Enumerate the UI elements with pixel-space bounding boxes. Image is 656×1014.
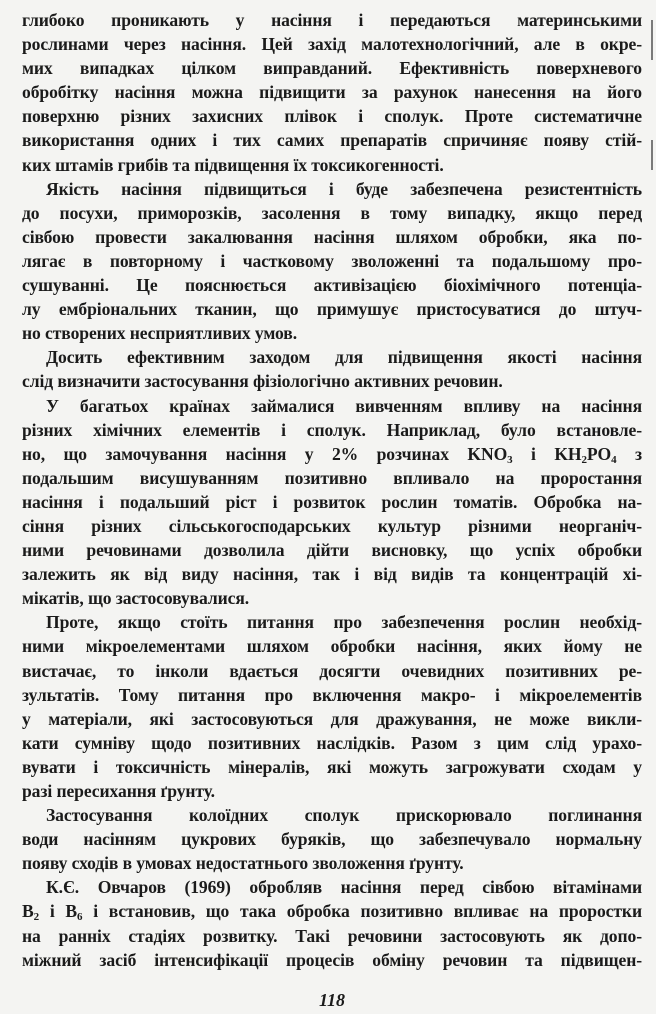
text-line: Застосування колоїдних сполук прискорювало поглинання [46, 805, 642, 826]
text-line: мих випадках цілком виправданий. Ефективність поверхневого [22, 58, 642, 79]
formula-text: B [22, 901, 34, 922]
paragraph-1 [22, 8, 642, 177]
text-line: лу ембріональних тканин, що примушує пристосуватися до штуч- [22, 299, 642, 320]
text-line: сівбою провести закалювання насіння шляхом обробки, яка по- [22, 226, 642, 247]
text-line: слід визначити застосування фізіологічно активних речовин. [22, 371, 503, 392]
paragraph-4 [22, 394, 642, 611]
formula-text: і KH [512, 443, 582, 464]
formula-text: з [616, 443, 642, 464]
text-line: ними мікроелементами шляхом обробки насіння, яких йому не [22, 636, 642, 657]
text-line: разі пересихання ґрунту. [22, 781, 215, 801]
text-line: подальшим висушуванням позитивно впливало на проростання [22, 467, 642, 488]
text-line: но створених несприятливих умов. [22, 323, 297, 344]
text-line: глибоко проникають у насіння і передаються материнськими [22, 10, 642, 30]
subscript: 2 [33, 911, 40, 924]
text-line: ких штамів грибів та підвищення їх токсикогенності. [22, 154, 444, 175]
text-line: появу сходів в умовах недостатнього зволоження ґрунту. [22, 853, 464, 874]
text-line: міжний засіб інтенсифікації процесів обміну речовин та підвищен- [22, 949, 642, 970]
text-line: сушуванні. Це пояснюється активізацією біохімічного потенціа- [22, 275, 642, 296]
subscript: 3 [507, 453, 513, 466]
text-line: вистачає, то інколи вдається досягти очевидних позитивних ре- [22, 660, 642, 681]
page-number: 118 [318, 990, 345, 1010]
paragraph-3 [22, 345, 642, 393]
text-line: мікатів, що застосовувалися. [22, 588, 250, 609]
text-line: зультатів. Тому питання про включення макро- і мікроелементів [22, 684, 642, 705]
text-line: залежить як від виду насіння, так і від видів та концентрацій хі- [22, 564, 642, 585]
text-line: кати сумніву щодо позитивних наслідків. Разом з цим слід урахо- [22, 732, 642, 753]
paragraph-7 [22, 875, 642, 971]
text-line: поверхню різних захисних плівок і сполук. Проте систематичне [22, 106, 642, 127]
text-line-with-vitamins [22, 899, 642, 923]
text-line: Досить ефективним заходом для підвищення якості насіння [46, 347, 642, 368]
subscript: 4 [611, 453, 617, 466]
text-line: насіння і подальший ріст і розвиток рослин томатів. Обробка на- [22, 491, 642, 512]
formula-text: PO [586, 443, 612, 464]
text-line: використання одних і тих самих препаратів спричиняє появу стій- [22, 130, 642, 151]
text-line: вувати і токсичність мінералів, які можуть загрожувати сходам у [22, 756, 642, 777]
subscript: 6 [77, 911, 83, 924]
text-line: різних хімічних елементів і сполук. Наприклад, було встановле- [22, 419, 642, 440]
subscript: 2 [581, 453, 587, 466]
text-line: К.Є. Овчаров (1969) обробляв насіння перед сівбою вітамінами [46, 877, 642, 898]
paragraph-6 [22, 803, 642, 875]
scan-edge-mark [651, 20, 653, 60]
text-line: У багатьох країнах займалися вивченням впливу на насіння [46, 395, 642, 416]
text-line: сіння різних сільськогосподарських культур різними неорганіч- [22, 515, 642, 536]
paragraph-5 [22, 610, 642, 803]
text-line: води насінням цукрових буряків, що забезпечувало нормальну [22, 829, 642, 850]
text-line: на ранніх стадіях розвитку. Такі речовини застосовують як допо- [22, 925, 642, 946]
text-line: у матеріали, які застосовуються для дражування, не може викли- [22, 708, 642, 729]
book-page [22, 8, 642, 1010]
text-line: обробітку насіння можна підвищити за рахунок нанесення на його [22, 82, 642, 103]
text-line: ними речовинами дозволила дійти висновку, що успіх обробки [22, 540, 642, 561]
text-line: рослинами через насіння. Цей захід малотехнологічний, але в окре- [22, 34, 642, 55]
text-line: Проте, якщо стоїть питання про забезпечення рослин необхід- [46, 612, 642, 633]
text-line: Якість насіння підвищиться і буде забезпечена резистентність [46, 178, 642, 199]
text-line: лягає в повторному і частковому зволоженні та подальшому про- [22, 250, 642, 271]
formula-text: і встановив, що така обробка позитивно впливає на проростки [82, 901, 642, 922]
formula-text: і B [39, 901, 78, 922]
text-line-with-formula [22, 442, 642, 466]
text-line: до посухи, приморозків, засолення в тому випадку, якщо перед [22, 202, 642, 223]
scan-edge-mark [651, 140, 653, 170]
formula-text: но, що замочування насіння у 2% розчинах KNO [22, 443, 508, 464]
paragraph-2 [22, 177, 642, 346]
